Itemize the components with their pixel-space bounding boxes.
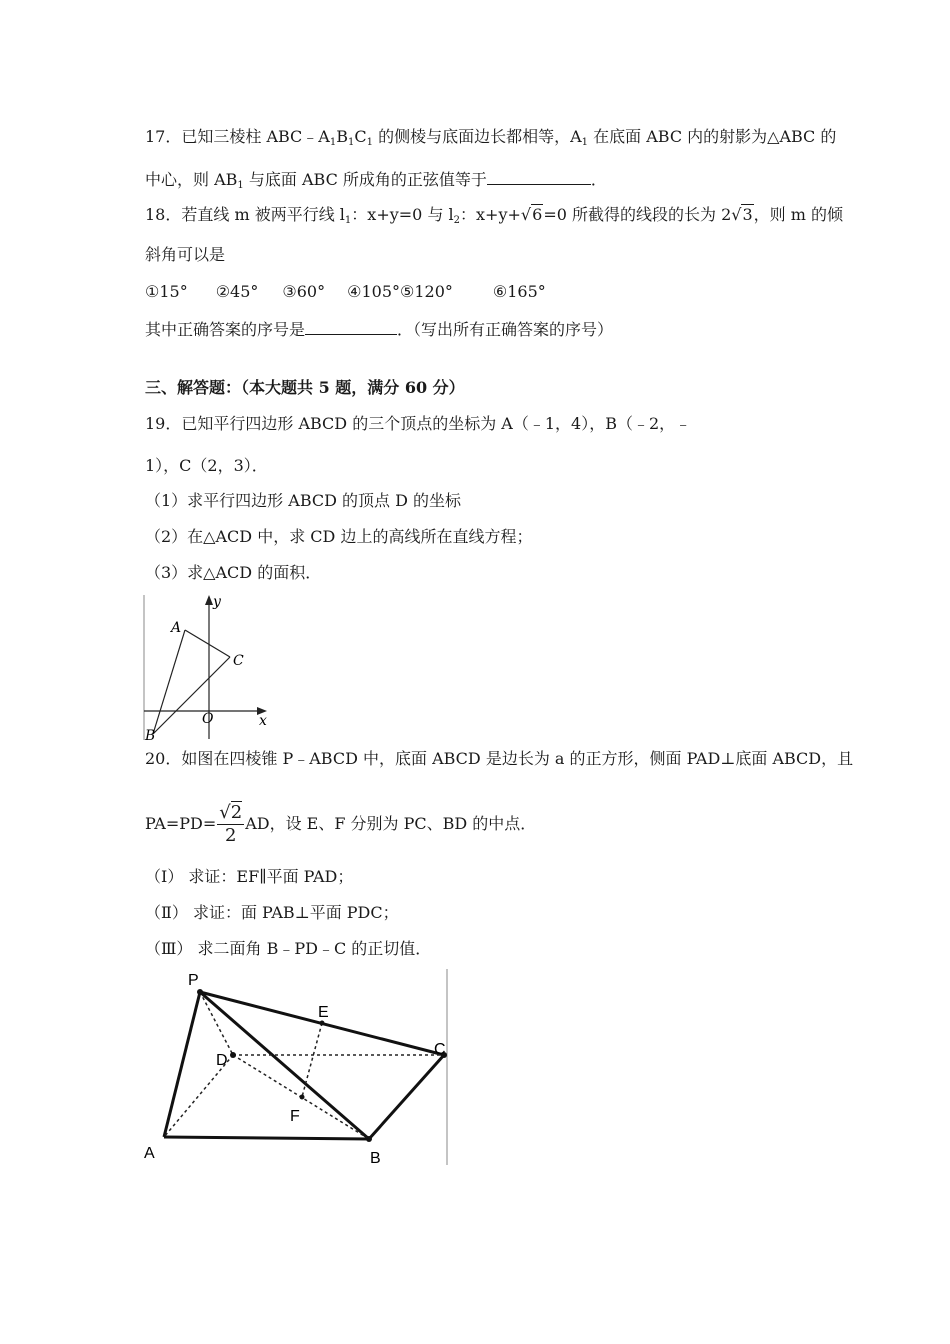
q17-line2 <box>145 168 607 196</box>
option-5: ⑤120° <box>400 282 453 301</box>
q17-sub: 1 <box>329 137 337 148</box>
edge-PD <box>200 992 233 1055</box>
label-D: D <box>216 1052 228 1069</box>
q18-text: ：x+y=0 与 l <box>351 205 454 224</box>
point-A-label: A <box>171 620 182 636</box>
q18-line2: 斜角可以是 <box>145 245 226 264</box>
label-E: E <box>318 1004 329 1021</box>
q19-part2: （2）在△ACD 中，求 CD 边上的高线所在直线方程； <box>145 527 533 546</box>
option-6: ⑥165° <box>492 282 546 301</box>
option-3: ③60° <box>282 282 326 301</box>
q18-text: ：x+y+ <box>460 205 521 224</box>
edge-BC <box>369 1055 444 1139</box>
q18-line4 <box>145 318 613 340</box>
q20-part2: （Ⅱ） 求证：面 PAB⊥平面 PDC； <box>145 903 399 922</box>
q18-text: ，则 m 的倾 <box>753 205 844 224</box>
q17-text: 在底面 ABC 内的射影为△ABC 的 <box>588 127 837 146</box>
radicand: 3 <box>742 205 753 224</box>
label-P: P <box>188 972 199 989</box>
segment-EF <box>302 1023 322 1097</box>
label-A: A <box>144 1145 155 1162</box>
q17-answer-blank[interactable] <box>487 168 591 185</box>
fraction-numerator: √2 <box>219 802 243 823</box>
y-axis-arrow <box>205 595 213 605</box>
y-axis-label: y <box>213 594 221 610</box>
point-P <box>197 989 203 995</box>
fraction-denominator: 2 <box>225 825 237 846</box>
q17-text: 中心，则 AB <box>145 170 238 189</box>
q18-text: 18．若直线 m 被两平行线 l <box>145 205 345 224</box>
q17-sub: 1 <box>348 137 355 148</box>
q19-coordinate-figure <box>143 592 278 742</box>
point-B <box>366 1136 372 1142</box>
q17-sub: 1 <box>237 180 244 191</box>
q20-text: AD，设 E、F 分别为 PC、BD 的中点． <box>245 814 537 833</box>
q20-line1: 20．如图在四棱锥 P﹣ABCD 中，底面 ABCD 是边长为 a 的正方形，侧面 PAD⊥底面 ABCD，且 <box>145 749 854 768</box>
origin-label: O <box>202 711 214 727</box>
point-B-label: B <box>145 728 156 742</box>
q18-line1 <box>145 204 843 231</box>
q20-line2 <box>145 800 536 848</box>
q17-text: B <box>336 127 348 146</box>
q20-part3: （Ⅲ） 求二面角 B﹣PD﹣C 的正切值． <box>145 939 432 958</box>
q18-options <box>145 282 546 302</box>
option-4: ④105° <box>347 282 400 301</box>
point-D <box>230 1052 236 1058</box>
q18-sub: 2 <box>453 215 461 226</box>
q17-text: 与底面 ABC 所成角的正弦值等于 <box>243 170 487 189</box>
q19-part3: （3）求△ACD 的面积． <box>145 563 322 582</box>
option-1: ①15° <box>145 282 188 301</box>
option-2: ②45° <box>215 282 259 301</box>
q20-part1: （Ⅰ） 求证：EF∥平面 PAD； <box>145 867 354 886</box>
section-header: 三、解答题：（本大题共 5 题，满分 60 分） <box>145 378 465 397</box>
point-F <box>300 1095 305 1100</box>
q20-text: PA=PD= <box>145 814 217 833</box>
point-E <box>320 1021 325 1026</box>
label-C: C <box>434 1041 446 1058</box>
radicand: 2 <box>230 802 243 823</box>
q18-text: ．（写出所有正确答案的序号） <box>397 320 614 339</box>
q17-line1 <box>145 127 836 153</box>
sqrt-3: √3 <box>731 205 753 224</box>
radicand: 6 <box>532 205 543 224</box>
q17-text: 的侧棱与底面边长都相等，A <box>373 127 582 146</box>
q20-pyramid-figure <box>140 965 455 1170</box>
sqrt-6: √6 <box>520 205 543 224</box>
q19-line2: 1），C（2，3）． <box>145 456 268 475</box>
point-C-label: C <box>233 653 244 669</box>
q17-sub: 1 <box>581 137 589 148</box>
segment-AC <box>185 630 230 657</box>
q19-line1: 19．已知平行四边形 ABCD 的三个顶点的坐标为 A（﹣1，4），B（﹣2，﹣ <box>145 414 692 433</box>
q18-answer-blank[interactable] <box>305 318 397 335</box>
q17-text: C <box>354 127 367 146</box>
q17-sub: 1 <box>366 137 373 148</box>
q18-text: 其中正确答案的序号是 <box>145 320 306 339</box>
q17-text: 17．已知三棱柱 ABC﹣A <box>145 127 330 146</box>
q18-text: =0 所截得的线段的长为 2 <box>543 205 732 224</box>
label-F: F <box>290 1108 300 1125</box>
q18-sub: 1 <box>344 215 352 226</box>
edge-AB <box>164 1137 369 1139</box>
x-axis-label: x <box>259 713 267 729</box>
fraction-sqrt2-over-2 <box>217 802 244 847</box>
q17-text: ． <box>590 170 607 189</box>
q19-part1: （1）求平行四边形 ABCD 的顶点 D 的坐标 <box>145 491 462 510</box>
label-B: B <box>370 1150 381 1167</box>
